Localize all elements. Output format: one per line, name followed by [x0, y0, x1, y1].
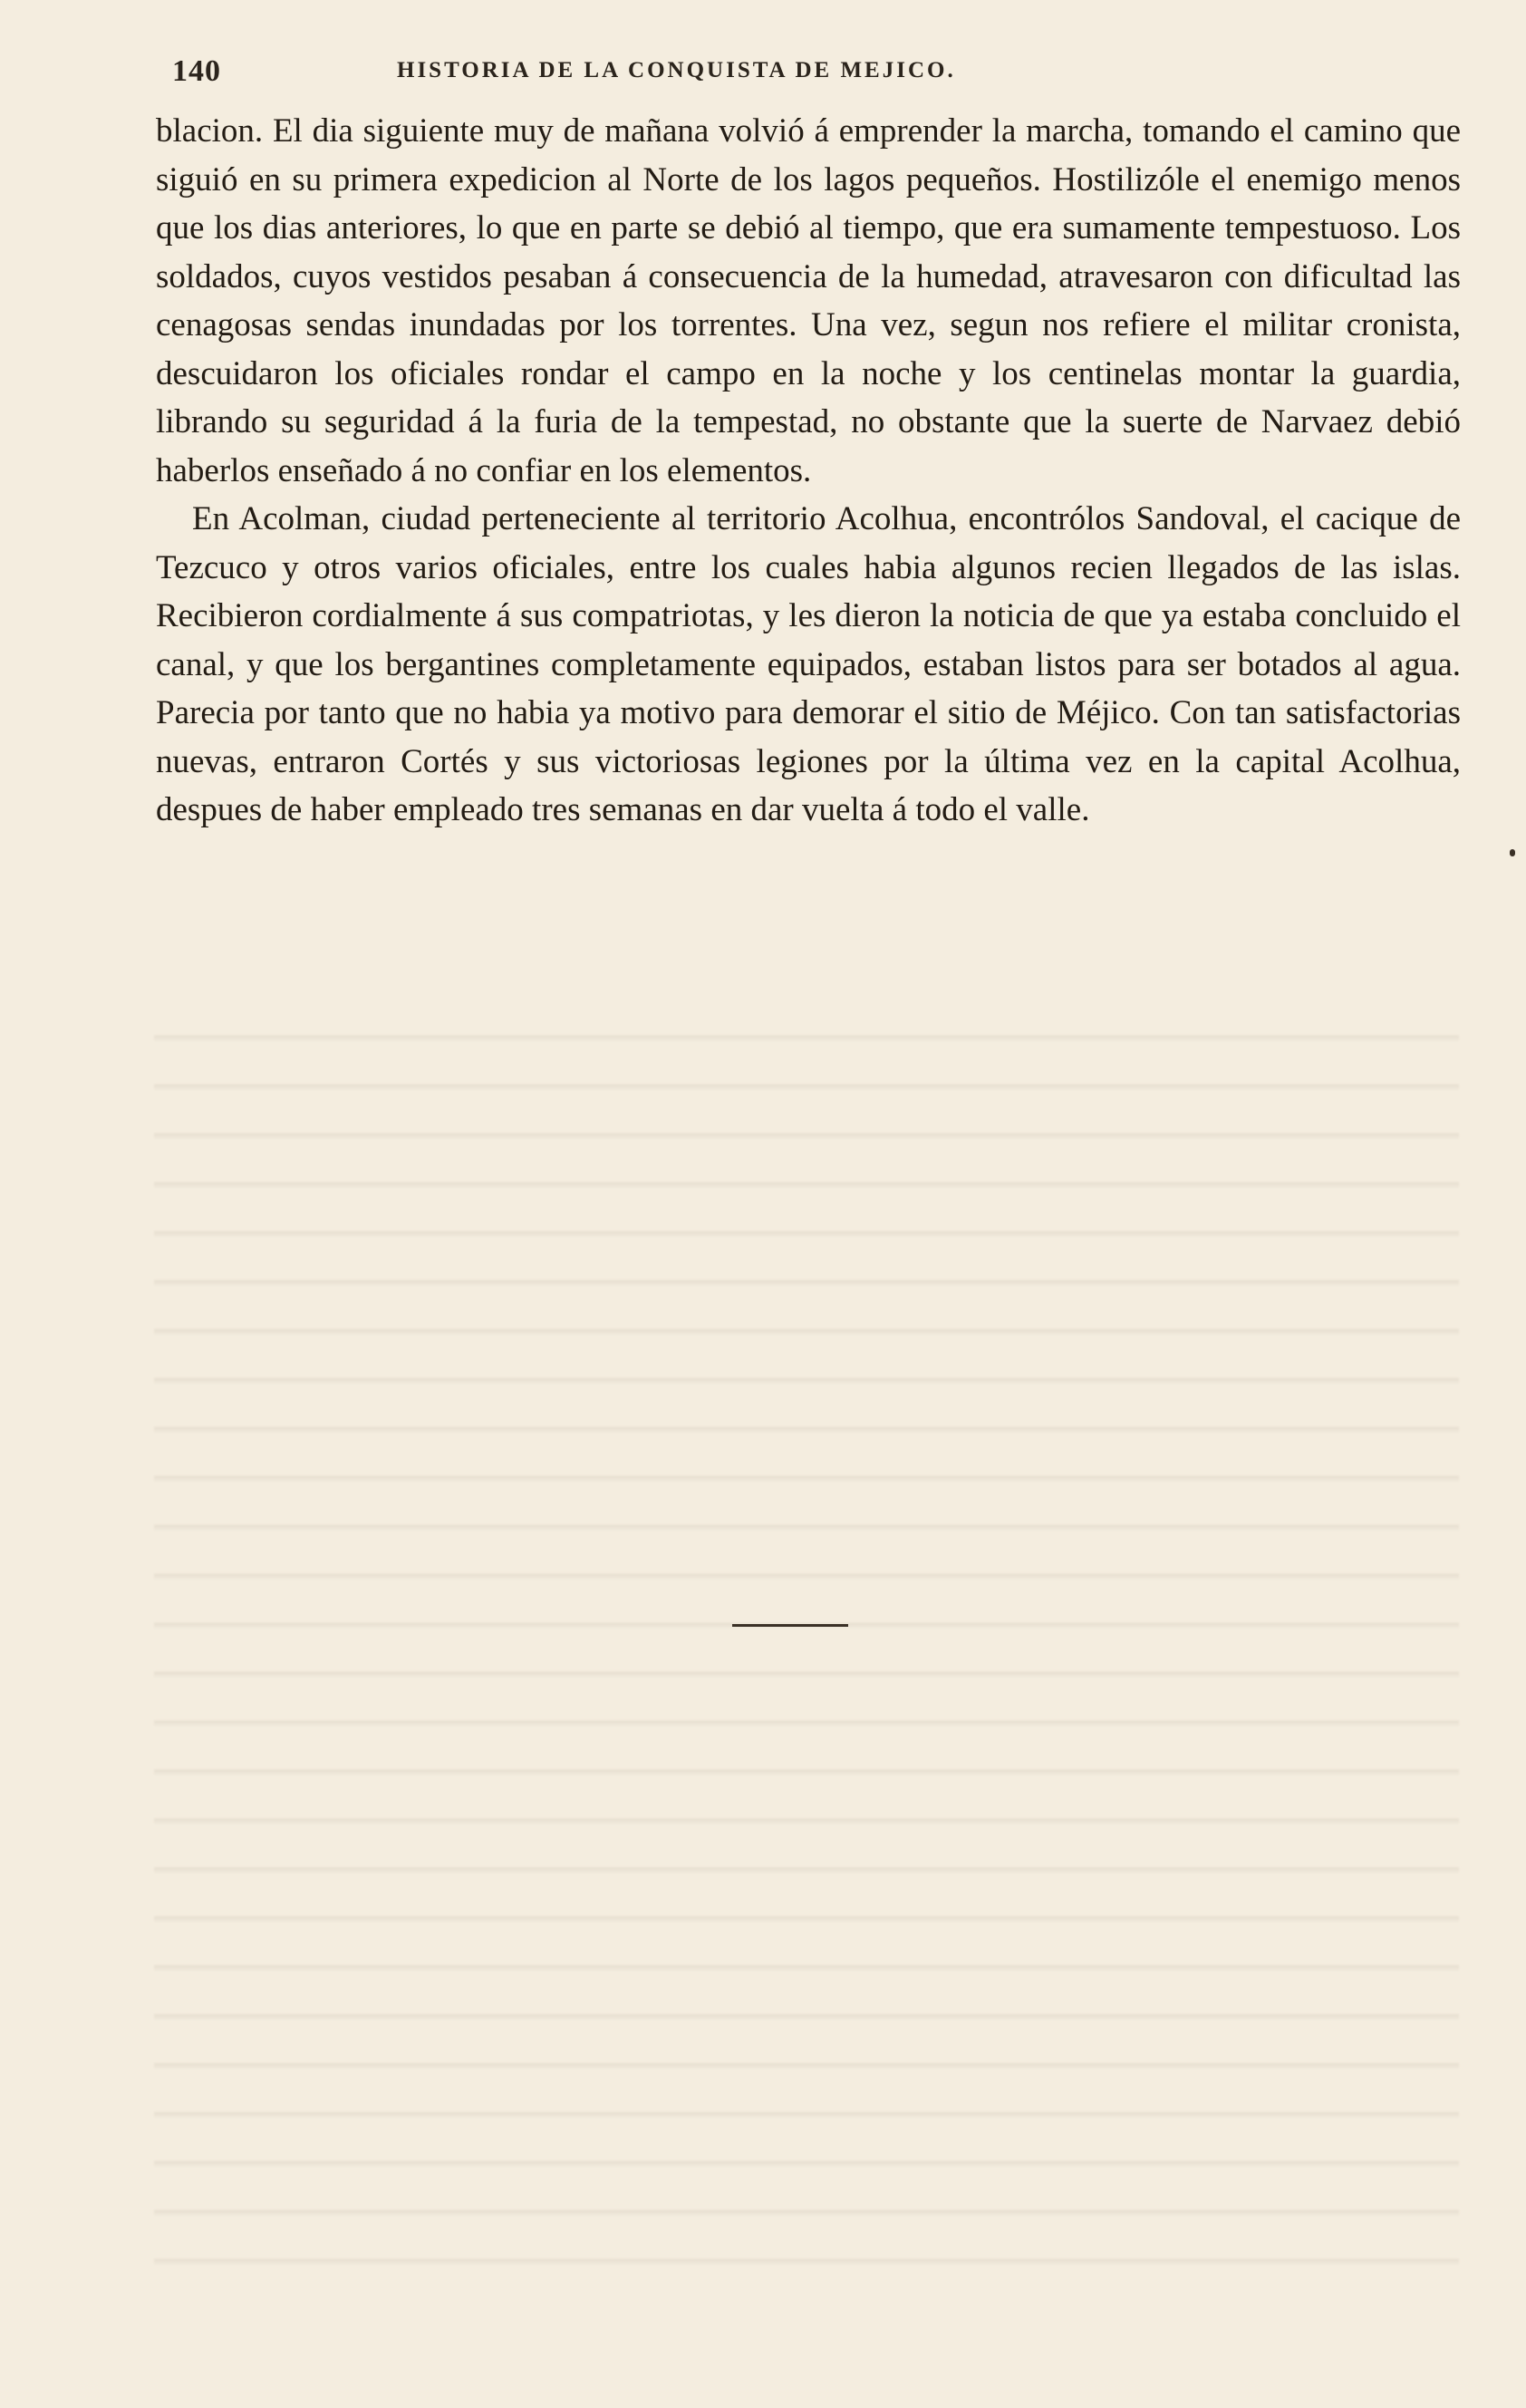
body-text — [156, 107, 1461, 835]
running-head: HISTORIA DE LA CONQUISTA DE MEJICO. — [397, 58, 956, 82]
page-header — [154, 53, 1459, 92]
paragraph-2: En Acolman, ciudad perteneciente al territorio Acolhua, encontrólos Sandoval, el cacique de Tezcuco y otros varios oficiales, entre los cuales habia algunos recien llegados de las islas. Recibieron cordialmente á sus compatriotas, y les dieron la noticia de que ya estaba concluido el canal, y que los bergantines completamente equipados, estaban listos para ser botados al agua. Parecia por tanto que no habia ya motivo para demorar el sitio de Méjico. Con tan satisfactorias nuevas, entraron Cortés y sus victoriosas legiones por la última vez en la capital Acolhua, despues de haber empleado tres semanas en dar vuelta á todo el valle. — [156, 500, 1461, 828]
ink-speck — [1510, 849, 1515, 856]
paragraph-1: blacion. El dia siguiente muy de mañana volvió á emprender la marcha, tomando el camino que siguió en su primera expedicion al Norte de los lagos pequeños. Hostilizóle el enemigo menos que los dias anteriores, lo que en parte se debió al tiempo, que era sumamente tempestuoso. Los soldados, cuyos vestidos pesaban á consecuencia de la humedad, atravesaron con dificultad las cenagosas sendas inundadas por los torrentes. Una vez, segun nos refiere el militar cronista, descuidaron los oficiales rondar el campo en la noche y los centinelas montar la guardia, librando su seguridad á la furia de la tempestad, no obstante que la suerte de Narvaez debió haberlos enseñado á no confiar en los elementos. — [156, 112, 1461, 489]
section-rule — [732, 1624, 848, 1627]
show-through-text — [154, 1015, 1459, 2266]
page-number: 140 — [172, 54, 221, 88]
